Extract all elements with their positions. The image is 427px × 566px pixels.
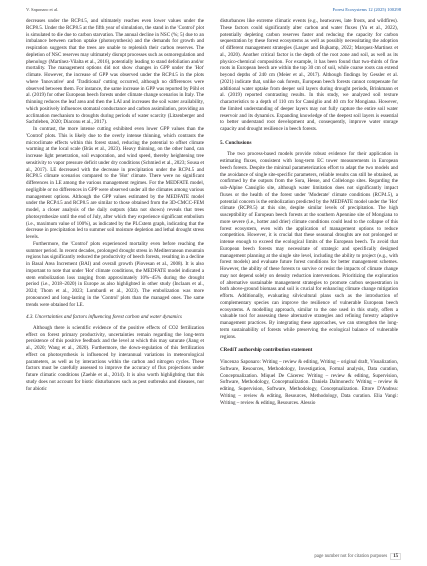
credit-heading: CRediT authorship contribution statement	[220, 347, 313, 354]
credit-statement: Vincenzo Saponaro: Writing – review & editing, Writing – original draft, Visualization, Software, Resources, Methodology, Investigation, Formal analysis, Data curation, Conceptualization. Miquel De Cáceres: Writing – review & editing, Supervision, Software, Methodology, Conceptualization. Daniela Dalmonech: Writing – review & editing, Supervision, Software, Methodology, Conceptualization. Ettore D'Andrea: Writing – review & editing, Resources, Methodology, Data curation. Elia Vangi: Writing – review & editing, Resources. Alessio	[220, 359, 398, 406]
running-header	[26, 7, 401, 12]
header-journal[interactable]: Forest Ecosystems 12 (2025) 100298	[332, 7, 401, 12]
paragraph: Furthermore, the 'Control' plots experienced mortality even before reaching the summer period. In recent decades, prolonged drought stress in Mediterranean mountain regions has significantly reduced the productivity of beech forests, resulting in a decline in Basal Area Increment (BAI) and overall growth (Piovesan et al., 2008). It is also important to note that under 'Hot' climate conditions, the MEDFATE model indicated a stem embolization loss ranging from approximately 10%–45% during the drought period (i.e., 2018–2020) in Europe as also highlighted in other study (Inclaars et al., 2024; Thom et al., 2023; Lombardi et al., 2023). The embolization was more pronounced and long-lasting in the 'Control' plots than the managed ones. The same trends were obtained for LE.	[26, 240, 204, 308]
header-authors: V. Saponaro et al.	[26, 7, 59, 12]
left-column	[26, 18, 204, 392]
paragraph: disturbances like extreme climatic events (e.g., heatwaves, late frosts, and wildfires). These factors could significantly alter carbon and water fluxes (Yu et al., 2022), potentially depleting carbon reserves faster and reducing the capacity for carbon sequestration by these forest ecosystems as well as possibly necessitating the adoption of different management strategies (Lasger and Bujkamp, 2022; Marquez-Martinez et al., 2020). Another critical factor is the depth of the root zone and soil, as well as its physico-chemical composition. For example, it has been found that two-thirds of fine roots in European beech are within the top 30 cm of soil, while coarse roots can extend beyond depths of 240 cm (Meier et al., 2017). Although findings by Gessler et al. (2021) indicate that, unlike oak forests, European beech forests cannot compensate for additional water uptake from deeper soil layers during drought periods, Brinkmann et al. (2019) reported contrasting results. In this study, we analyzed soil texture characteristics to a depth of 110 cm for Cansiglio and 40 cm for Mongiana. However, the limited understanding of deeper layers may not fully capture the entire soil water reservoir and its dynamics. Expanding knowledge of the deepest soil layers is essential to better understand root development and, consequently, improve water storage capacity and drought resilience in beech forests.	[220, 18, 398, 132]
right-column	[220, 18, 398, 406]
section-heading-conclusions: 5. Conclusions	[220, 139, 252, 146]
section-heading-4-3: 4.3. Uncertainties and factors influencing forest carbon and water dynamics	[26, 314, 182, 321]
page-number: 15	[390, 553, 401, 560]
paragraph: decreases under the RCP4.5, and ultimately reaches even lower values under the RCP8.5. Under the RCP8.5 at the fifth year of simulation, the stand in the 'Control' plot is simulated to die due to carbon starvation. The annual decline in NSC (%; 5) due to an imbalance between carbon uptake (photosynthesis) and the demands for growth and respiration suggests that the trees are unable to replenish their carbon reserves. The depletion of NSC reserves may ultimately disrupt processes such as osmoregulation and phenology (Martínez-Vilalta et al., 2016), potentially leading to stand defoliation and/or mortality. The management options did not show changes in GPP under the 'Hot' climate. However, the increase of GPP was observed under the RCP4.5 in the plots where 'Innovative' and 'Traditional' cutting occurred, although no differences were observed between them. For instance, the same increase in GPP was reported by Pöhl et al. (2019) for other European beech forests under climate change scenarios in Italy. The thinning reduces the leaf area and then the LAI and increases the soil water availability, which positively influences stomatal conductance and carbon assimilation, providing an acclimation mechanism to droughts during periods of water scarcity (Litzenberger and Sachtleben, 2020; Diaconu et al., 2017).	[26, 18, 204, 126]
page-footer	[26, 553, 401, 560]
paragraph: The two process-based models provide robust evidence for their application in estimating fluxes, consistent with long-term EC tower measurements in European beech forests. Despite the minimal parameterization effort to adapt the two models and the avoidance of single site-specific parameters, reliable results can still be obtained, as confirmed by the outputs from the Sora, Hesse, and Collelongo sites. Regarding the sub-Alpine Cansiglio site, although water limitation does not significantly impact fluxes or the health of the forest under 'Moderate' climate conditions (RCP4.5), a potential concern is the embolization predicted by the MEDFATE model under the 'Hot' climate (RCP8.5) at this site, despite similar levels of precipitation. The high susceptibility of European beech forests at the southern Apennine site of Mongiana to more severe (i.e., hotter and drier) climate conditions could lead to the collapse of this forest ecosystem, even with the application of management options to reduce competition. However, it is crucial that these seasonal droughts are not prolonged or intense enough to exceed the ecological limits of the European beech. To avoid that European beech forests may necessitate of strategic and specifically designed management planning at the single site level, including the ability to project (e.g., with forest models) and evaluate future forest conditions for better management schemes. However, the ability of these forests to survive or resist the impacts of climate change may not depend solely on density reduction interventions. Prioritizing the exploration of alternative sustainable management strategies to promote carbon sequestration in both above-ground biomass and soil is crucial for enhancing climate change mitigation efforts. Additionally, evaluating silvicultural plans such as the introduction of complementary species can improve the resilience of vulnerable European beech ecosystems. A modelling approach, similar to the one used in this study, offers a valuable tool for assessing these alternative strategies and refining forestry adaptive management practices. By integrating these approaches, we can strengthen the long-term sustainability of forests while preserving the ecological balance of vulnerable regions.	[220, 151, 398, 340]
footer-note: page number not for citation purposes	[314, 554, 388, 559]
paragraph: Although there is scientific evidence of the positive effects of CO2 fertilization effect on forest primary productivity, uncertainties remain regarding the long-term persistence of this positive feedback and the level at which this may saturate (Jiang et al., 2020; Wang et al., 2020). Furthermore, the down-regulation of this fertilization effect on photosynthesis is influenced by interannual variations in meteorological parameters, as well as by interactions within the carbon and nitrogen cycles. These factors must be carefully assessed to improve the accuracy of flux projections under future climatic conditions (Zaehle et al., 2014). It is also worth highlighting that this study does not account for biotic disturbances such as pest outbreaks and diseases, nor for abiotic	[26, 324, 204, 392]
paragraph: In contrast, the more intense cutting exhibited even lower GPP values than the 'Control' plots. This is likely due to the overly intense thinning, which contrasts the microclimate effects within this forest stand, reducing the potential to offset climate warming at the local scale (Bräs et al., 2023). Heavy thinning, on the other hand, can increase light penetration, soil evaporation, and wind speed, thereby heightening tree sensitivity to vapor pressure deficit under dry conditions (Schmied et al., 2023; Sousa et al., 2017). LE decreased with the decrease in precipitation under the RCP4.5 and RCP8.5 climate scenarios compared to the 'Hot' climate. There were no significant differences in LE among the various management regimes. For the MEDFATE model, negligible or no differences in GPP were observed under all the climates among various management options. Although the GPP values estimated by the MEDFATE model under the RCP4.5 and RCP8.5 are similar to those obtained from the 3D-CMCC-FEM model, a closer analysis of the daily outputs (data not shown) reveals that trees photosynthesize until the end of July, after which they experience significant embolism (i.e., maximum value of 100%), as indicated by the PLCstem graph, indicating that the decrease in precipitation led to summer soil moisture depletion and lethal drought stress levels.	[26, 126, 204, 240]
